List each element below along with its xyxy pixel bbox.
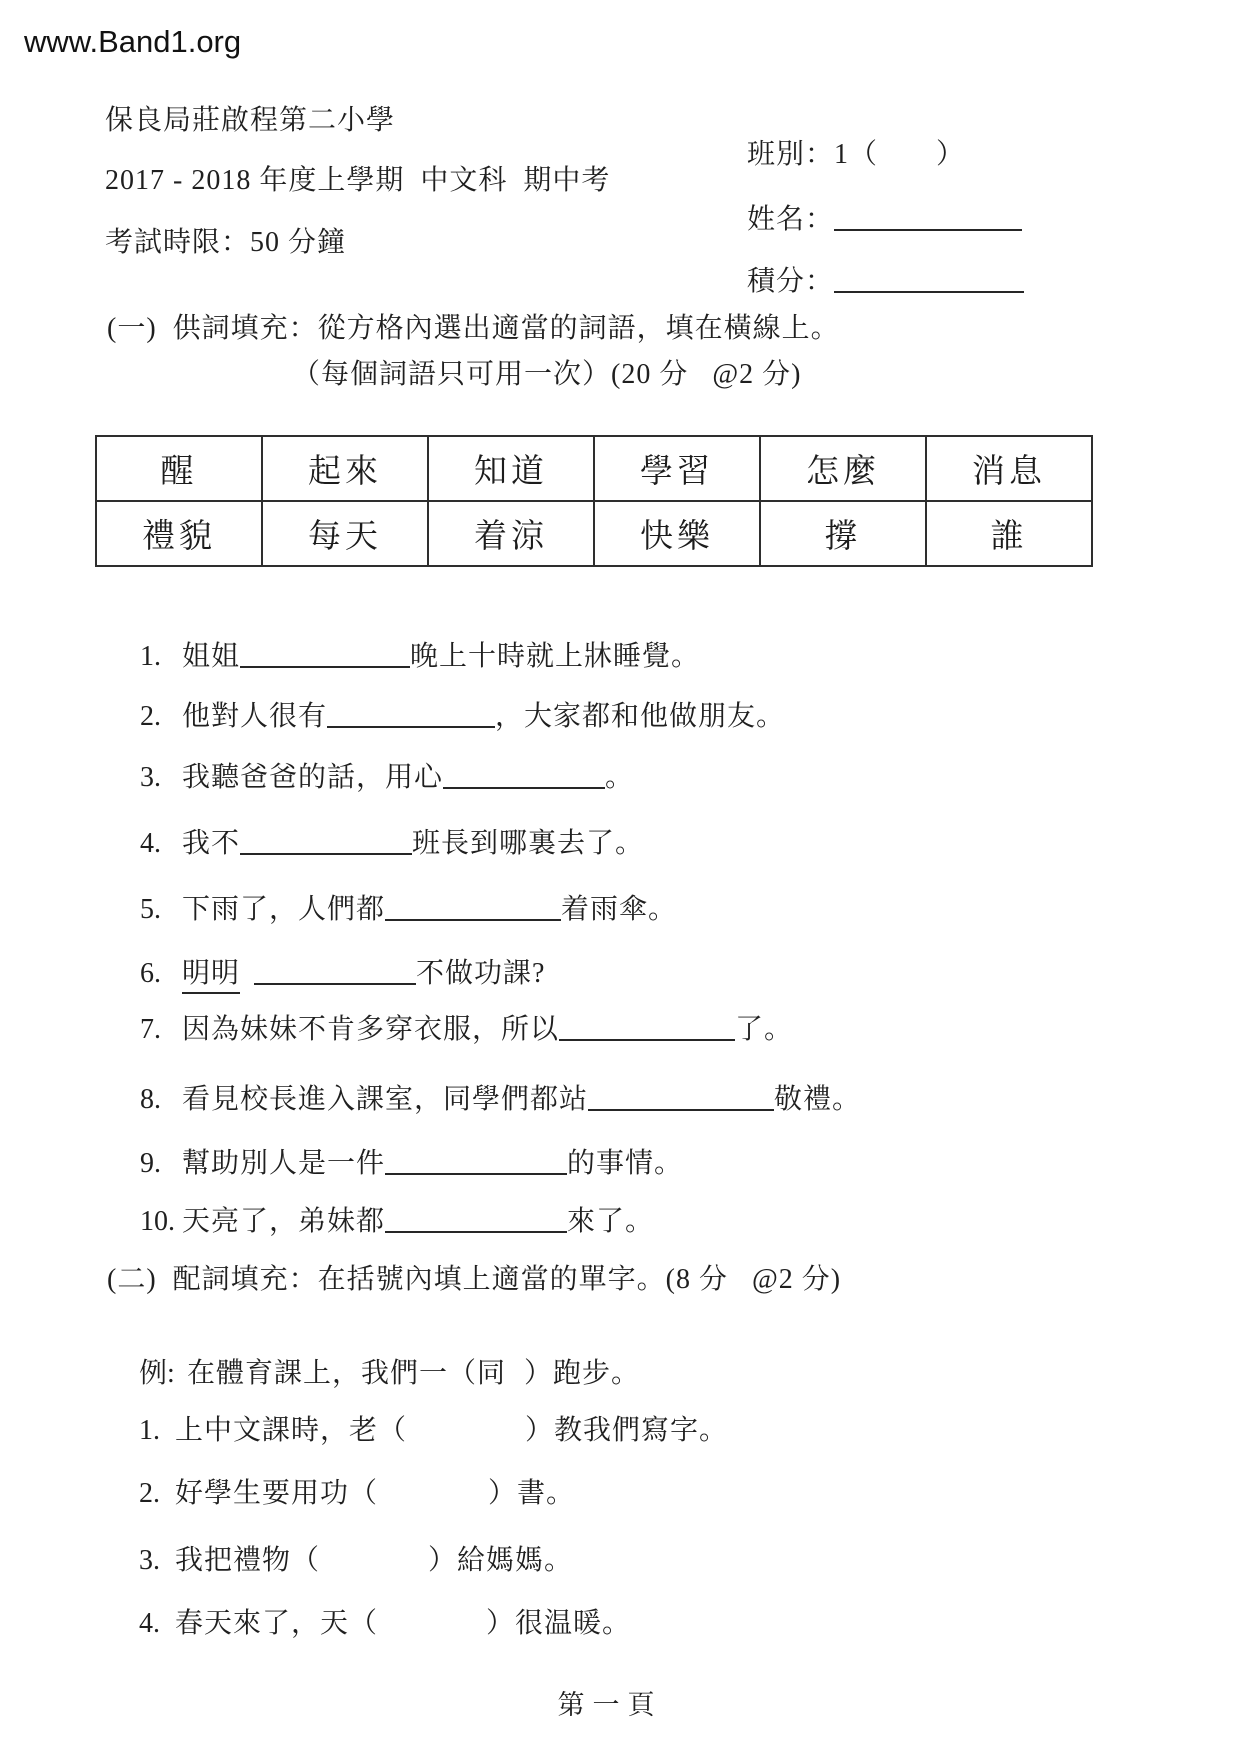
page-number: 第一頁 xyxy=(557,1690,663,1720)
question-line-10 xyxy=(108,1168,654,1273)
question-pre-text: 天亮了，弟妹都 xyxy=(182,1206,386,1237)
question-post-text: ）給媽媽。 xyxy=(428,1545,574,1576)
question-post-text: ）很温暖。 xyxy=(486,1608,632,1639)
paren-answer-gap[interactable] xyxy=(320,1559,428,1569)
watermark: www.Band1.org xyxy=(24,24,242,59)
word-bank-cell: 每天 xyxy=(262,501,428,566)
word-bank-cell: 着涼 xyxy=(428,501,594,566)
name-label: 姓名： xyxy=(747,204,835,235)
class-label: 班別：1（ ） xyxy=(747,139,966,170)
word-bank-cell: 誰 xyxy=(926,501,1092,566)
question-post-text: 敬禮。 xyxy=(774,1084,862,1115)
answer-blank[interactable] xyxy=(588,1083,774,1111)
question-pre-text: 上中文課時，老（ xyxy=(175,1415,408,1446)
name-input-line[interactable] xyxy=(834,203,1022,231)
word-bank-cell: 知道 xyxy=(428,436,594,501)
word-bank-cell: 撐 xyxy=(760,501,926,566)
question-pre-text: 我聽爸爸的話，用心 xyxy=(182,762,444,793)
question-post-text: ）教我們寫字。 xyxy=(525,1415,729,1446)
question-number: 4. xyxy=(140,828,161,859)
question-post-text: 來了。 xyxy=(567,1206,655,1237)
example-pre-text: 在體育課上，我們一（同 xyxy=(187,1358,507,1389)
question-pre-text: 姐姐 xyxy=(182,641,241,672)
section-one-title: (一) 供詞填充：從方格內選出適當的詞語，填在橫線上。 xyxy=(107,313,840,344)
question-pre-text-underlined: 明明 xyxy=(182,958,240,994)
answer-blank[interactable] xyxy=(443,761,605,789)
question-post-text: 。 xyxy=(605,762,635,793)
answer-blank[interactable] xyxy=(240,827,412,855)
question-number: 10. xyxy=(140,1206,175,1237)
question-post-text: ）書。 xyxy=(488,1478,576,1509)
question-post-text: 着雨傘。 xyxy=(561,894,678,925)
example-label: 例: xyxy=(139,1358,175,1389)
question-post-text: 不做功課? xyxy=(416,958,546,989)
question-pre-text: 好學生要用功（ xyxy=(175,1478,379,1509)
section-one-subtitle: （每個詞語只可用一次）(20 分 @2 分) xyxy=(292,359,802,390)
question-number: 3. xyxy=(139,1545,160,1576)
answer-blank[interactable] xyxy=(559,1013,735,1041)
question-number: 6. xyxy=(140,958,161,989)
question-post-text: 晚上十時就上牀睡覺。 xyxy=(410,641,701,672)
question-number: 3. xyxy=(140,762,161,793)
question-number: 2. xyxy=(140,701,161,732)
paren-answer-gap[interactable] xyxy=(378,1492,488,1502)
word-bank-cell: 消息 xyxy=(926,436,1092,501)
question-post-text: 了。 xyxy=(735,1014,794,1045)
word-bank-cell: 禮貌 xyxy=(96,501,262,566)
question-line-s2-4 xyxy=(107,1573,631,1675)
example-post-text: ）跑步。 xyxy=(524,1358,641,1389)
paren-answer-gap[interactable] xyxy=(407,1429,525,1439)
question-number: 9. xyxy=(140,1148,161,1179)
question-pre-text: 因為妹妹不肯多穿衣服，所以 xyxy=(182,1014,560,1045)
question-post-text: 班長到哪裏去了。 xyxy=(412,828,645,859)
question-number: 2. xyxy=(139,1478,160,1509)
question-pre-text: 他對人很有 xyxy=(182,701,328,732)
word-bank-row xyxy=(96,436,1092,501)
question-post-text: ，大家都和他做朋友。 xyxy=(495,701,786,732)
question-number: 4. xyxy=(139,1608,160,1639)
question-pre-text: 幫助別人是一件 xyxy=(182,1148,386,1179)
answer-blank[interactable] xyxy=(385,1205,567,1233)
question-number: 1. xyxy=(139,1415,160,1446)
question-pre-text: 春天來了，天（ xyxy=(175,1608,379,1639)
word-bank-cell: 醒 xyxy=(96,436,262,501)
word-bank-table xyxy=(95,435,1093,567)
question-pre-text: 我不 xyxy=(182,828,241,859)
school-name: 保良局莊啟程第二小學 xyxy=(105,105,396,136)
question-pre-text: 下雨了，人們都 xyxy=(182,894,386,925)
score-label: 積分： xyxy=(747,266,835,297)
question-pre-text: 我把禮物（ xyxy=(175,1545,321,1576)
word-bank-row xyxy=(96,501,1092,566)
question-number: 8. xyxy=(140,1084,161,1115)
question-number: 1. xyxy=(140,641,161,672)
exam-title: 2017 - 2018 年度上學期 中文科 期中考 xyxy=(105,165,611,196)
word-bank-cell: 學習 xyxy=(594,436,760,501)
question-number: 5. xyxy=(140,894,161,925)
question-post-text: 的事情。 xyxy=(567,1148,684,1179)
score-input-line[interactable] xyxy=(834,265,1024,293)
word-bank-cell: 怎麼 xyxy=(760,436,926,501)
word-bank-cell: 快樂 xyxy=(594,501,760,566)
section-two-title: (二) 配詞填充：在括號內填上適當的單字。(8 分 @2 分) xyxy=(107,1264,842,1295)
time-limit: 考試時限：50 分鐘 xyxy=(105,227,347,258)
answer-blank[interactable] xyxy=(385,893,561,921)
question-number: 7. xyxy=(140,1014,161,1045)
word-bank-cell: 起來 xyxy=(262,436,428,501)
paren-answer-gap[interactable] xyxy=(378,1622,486,1632)
question-pre-text: 看見校長進入課室，同學們都站 xyxy=(182,1084,589,1115)
